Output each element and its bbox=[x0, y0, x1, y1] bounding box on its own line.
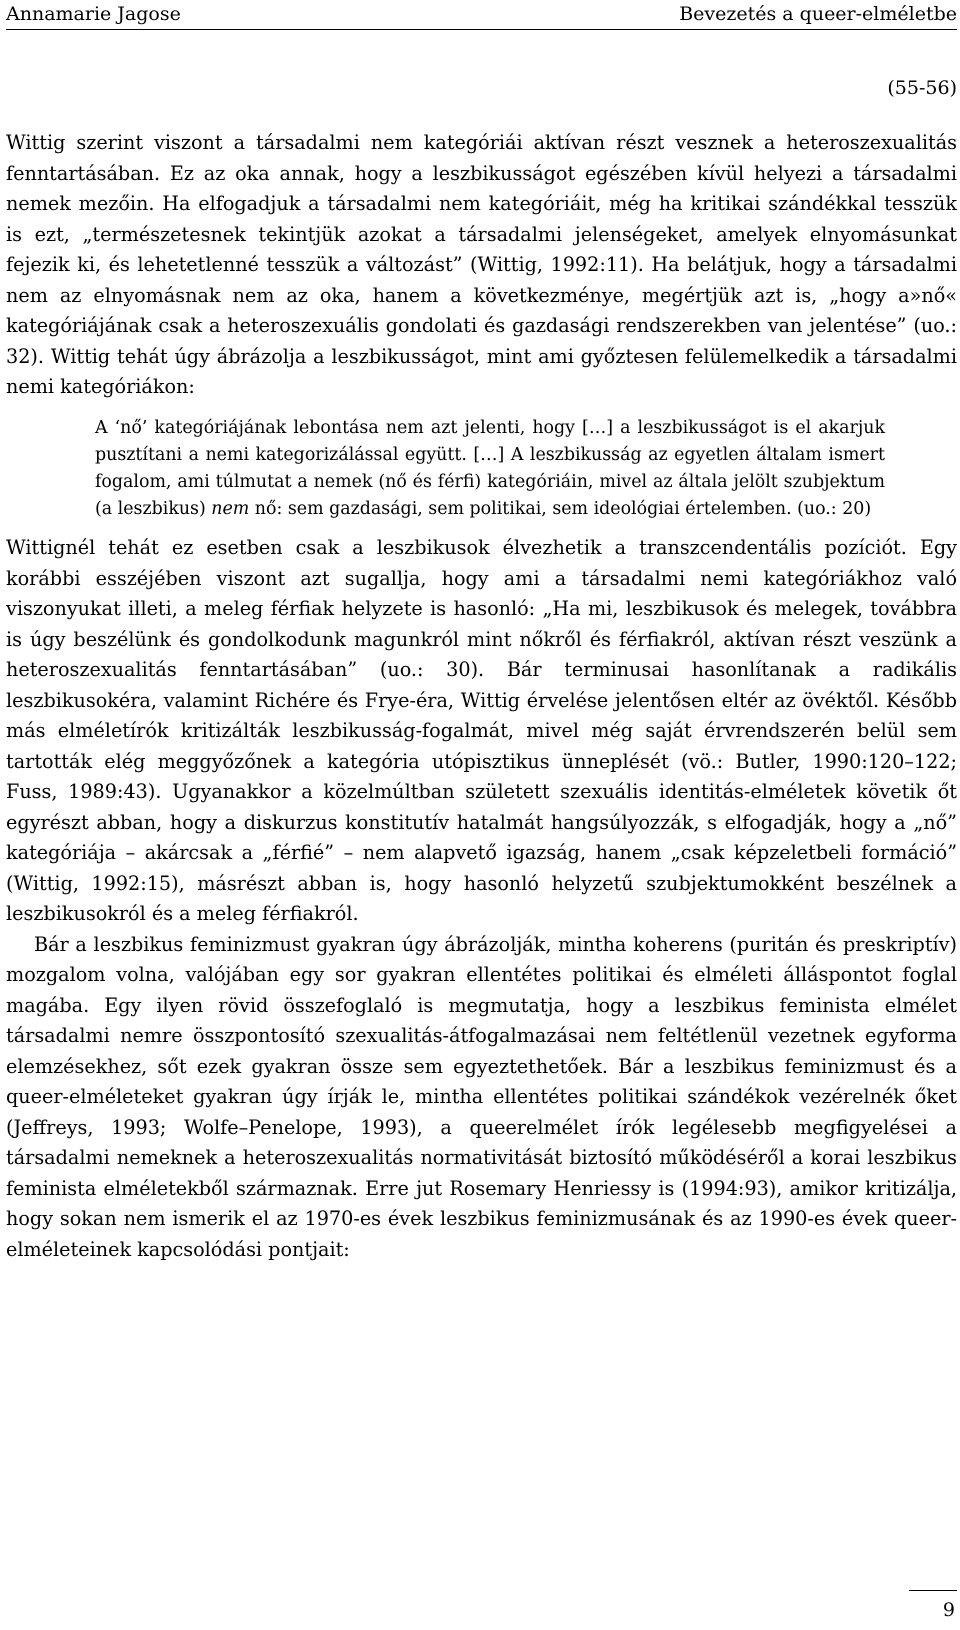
paragraph-2: Wittignél tehát ez esetben csak a leszbikusok élvezhetik a transzcendentális pozíciót. Egy korábbi esszéjében viszont azt sugallja, hogy ami a társadalmi nemi kategóriákhoz való viszonyukat illeti, a meleg férfiak helyzete is hasonló: „Ha mi, leszbikusok és melegek, továbbra is úgy beszélünk és gondolkodunk magunkról mint nőkről és férfiakról, aktívan részt veszünk a heteroszexualitás fenntartásában” (uo.: 30). Bár terminusai hasonlítanak a radikális leszbikusokéra, valamint Richére és Frye-éra, Wittig érvelése jelentősen eltér az övéktől. Később más elméletírók kritizálták leszbikusság-fogalmát, mivel még saját érvrendszerén belül sem tartották elég meggyőzőnek a kategória utópisztikus ünneplését (vö.: Butler, 1990:120–122; Fuss, 1989:43). Ugyanakkor a közelmúltban született szexuális identitás-elméletek követik őt egyrészt abban, hogy a diskurzus konstitutív hatalmát hangsúlyozzák, s elfogadják, hogy a „nő” kategóriája – akárcsak a „férfié” – nem alapvető igazság, hanem „csak képzeletbeli formáció” (Wittig, 1992:15), másrészt abban is, hogy hasonló helyzetű szubjektumokként beszélnek a leszbikusokról és a meleg férfiakról. bbox=[6, 536, 957, 926]
quote-text-part-2: nő: sem gazdasági, sem politikai, sem ideológiai értelemben. (uo.: 20) bbox=[249, 499, 872, 520]
running-header bbox=[6, 2, 957, 26]
body-text bbox=[6, 128, 957, 1265]
footer-rule bbox=[909, 1590, 957, 1591]
document-page bbox=[6, 0, 957, 1630]
quote-text-part-1: A ‘nő’ kategóriájának lebontása nem azt jelenti, hogy […] a leszbikusságot is el akarjuk pusztítani a nemi kategorizálással együtt. […] A leszbikusság az egyetlen általam ismert fogalom, ami túlmutat a nemek (nő és férfi) kategóriáin, mivel az általa jelölt szubjektum (a leszbikus) bbox=[95, 417, 885, 520]
quote-emphasis: nem bbox=[211, 499, 250, 520]
header-title: Bevezetés a queer-elméletbe bbox=[679, 3, 957, 25]
header-author: Annamarie Jagose bbox=[6, 3, 181, 25]
page-reference: (55-56) bbox=[887, 77, 957, 99]
paragraph-1: Wittig szerint viszont a társadalmi nem kategóriái aktívan részt vesznek a heteroszexualitás fenntartásában. Ez az oka annak, hogy a leszbikusságot egészében kívül helyezi a társadalmi nemek mezőin. Ha elfogadjuk a társadalmi nem kategóriáit, még ha kritikai szándékkal tesszük is ezt, „természetesnek tekintjük azokat a társadalmi jelenségeket, amelyek elnyomásunkat fejezik ki, és lehetetlenné tesszük a változást” (Wittig, 1992:11). Ha belátjuk, hogy a társadalmi nem az elnyomásnak nem az oka, hanem a következménye, megértjük azt is, „hogy a»nő« kategóriájának csak a heteroszexuális gondolati és gazdasági rendszerekben van jelentése” (uo.: 32). Wittig tehát úgy ábrázolja a leszbikusságot, mint ami győztesen felülemelkedik a társadalmi nemi kategóriákon: bbox=[6, 131, 957, 398]
header-rule bbox=[6, 29, 957, 30]
page-number: 9 bbox=[942, 1599, 955, 1621]
block-quote bbox=[95, 415, 885, 524]
paragraph-3: Bár a leszbikus feminizmust gyakran úgy ábrázolják, mintha koherens (puritán és preskriptív) mozgalom volna, valójában egy sor gyakran ellentétes politikai és elméleti álláspontot foglal magába. Egy ilyen rövid összefoglaló is megmutatja, hogy a leszbikus feminista elmélet társadalmi nemre összpontosító szexualitás-átfogalmazásai nem feltétlenül vezetnek egyforma elemzésekhez, sőt ezek gyakran össze sem egyeztethetőek. Bár a leszbikus feminizmust és a queer-elméleteket gyakran úgy írják le, mintha ellentétes politikai szándékok vezérelnék őket (Jeffreys, 1993; Wolfe–Penelope, 1993), a queerelmélet írók legélesebb megfigyelései a társadalmi nemeknek a heteroszexualitás normativitását biztosító működéséről a korai leszbikus feminista elméletekből származnak. Erre jut Rosemary Henriessy is (1994:93), amikor kritizálja, hogy sokan nem ismerik el az 1970-es évek leszbikus feminizmusának és az 1990-es évek queer-elméleteinek kapcsolódási pontjait: bbox=[6, 932, 957, 1261]
